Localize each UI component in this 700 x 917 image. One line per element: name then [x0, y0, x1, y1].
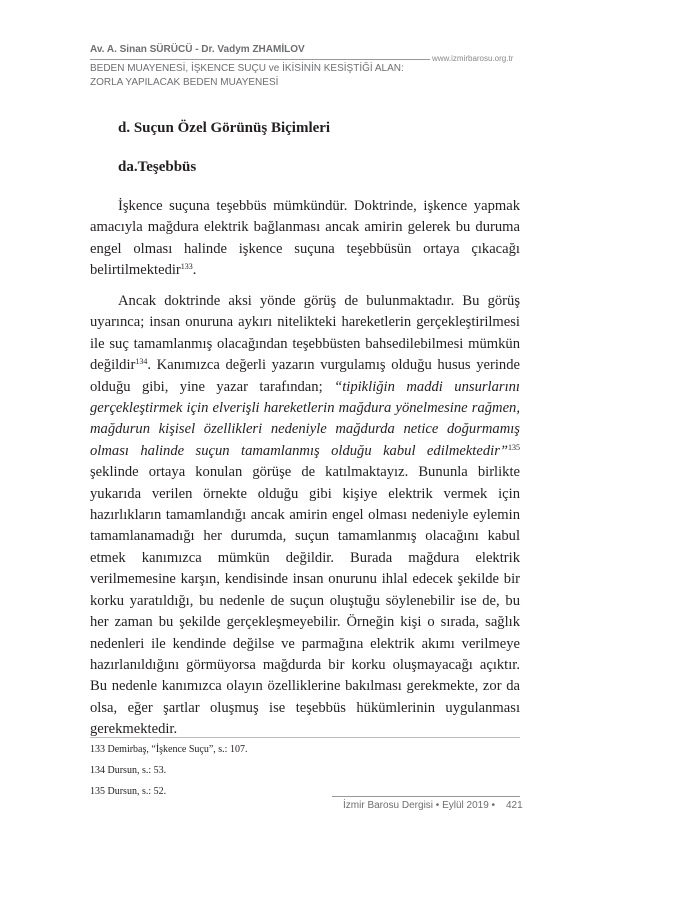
header-title-line-2: ZORLA YAPILACAK BEDEN MUAYENESİ: [90, 77, 279, 88]
paragraph-2: [90, 291, 520, 741]
section-heading: d. Suçun Özel Görünüş Biçimleri: [118, 120, 331, 136]
footnote-text: Demirbaş, “İşkence Suçu”, s.: 107.: [107, 744, 248, 755]
footnote-ref-135[interactable]: 135: [508, 442, 520, 452]
quoted-text: “tipikliğin maddi unsurlarını gerçekleştirmek için elverişli hareketlerin mağdura yönelmesine rağmen, mağdurun kişisel özellikleri nedeniyle mağdurda netice doğurmamış olması halinde suçun tamamlanmış olduğu kabul edilmektedir”: [90, 378, 520, 459]
header-rule: [90, 59, 430, 60]
header-website[interactable]: www.izmirbarosu.org.tr: [432, 54, 514, 63]
footnote-text: Dursun, s.: 53.: [107, 765, 167, 776]
paragraph-2-text-c: şeklinde ortaya konulan görüşe de katılmaktayız. Bununla birlikte yukarıda verilen örnekte olduğu gibi kişiye elektrik vermek için hazırlıkların tamamlandığı ancak amirin engel olması nedeniyle eylemin tamamlanamadığı her durumda, suçun tamamlanmış olacağını kabul etmek kanımızca mümkün değildir. Burada mağdura elektrik verilmemesine karşın, kendisinde insan onurunu ihlal edecek şekilde bir korku yaratıldığı, bu nedenle de suçun oluştuğu söylenebilir ise de, bu her zaman bu şekilde gerçekleşmeyebilir. Örneğin kişi o sırada, sağlık nedenleri ile kendinde değilse ve parmağına elektrik akımı verilmeye hazırlanıldığını görmüyorsa mağdurda bir korku oluşmayacağı açıktır. Bu nedenle kanımızca olayın özelliklerine bakılması gerekmekte, zor da olsa, eğer şartlar oluşmuş ise teşebbüs hükümlerinin uygulanması gerekmektedir.: [90, 464, 520, 738]
paragraph-1-text: İşkence suçuna teşebbüs mümkündür. Doktrinde, işkence yapmak amacıyla mağdura elektrik bağlanması ancak amirin gelerek bu duruma engel olması halinde işkence suçuna teşebbüsün ortaya çıkacağı belirtilmektedir: [90, 198, 520, 279]
footnote-135: [90, 786, 166, 797]
header-article-title: [90, 62, 420, 90]
paragraph-1: [90, 196, 520, 282]
footnote-number: 135: [90, 786, 105, 797]
footer-rule: [332, 796, 520, 797]
paragraph-2-text-a: Ancak doktrinde aksi yönde görüş de bulunmaktadır. Bu görüş uyarınca; insan onuruna aykırı nitelikteki hareketlerin gerçekleştirilmesi ile suç tamamlanmış olacağından teşebbüsten bahsedilebilmesi mümkün değildir: [90, 293, 520, 374]
footnote-number: 134: [90, 765, 105, 776]
footnote-134: [90, 765, 166, 776]
footnote-number: 133: [90, 744, 105, 755]
footnote-rule: [90, 737, 520, 738]
header-authors: Av. A. Sinan SÜRÜCÜ - Dr. Vadym ZHAMİLOV: [90, 44, 305, 55]
paragraph-2-text-b: . Kanımızca değerli yazarın vurgulamış olduğu husus yerinde olduğu gibi, yine yazar tarafından;: [90, 357, 520, 395]
footnote-ref-133[interactable]: 133: [180, 262, 193, 272]
footer-journal: İzmir Barosu Dergisi • Eylül 2019 •: [343, 800, 496, 811]
footnote-ref-134[interactable]: 134: [135, 357, 148, 367]
footnote-133: [90, 744, 247, 755]
subsection-heading: da.Teşebbüs: [118, 159, 197, 175]
footnote-text: Dursun, s.: 52.: [107, 786, 167, 797]
paragraph-1-end: .: [192, 262, 197, 279]
header-title-line-1: BEDEN MUAYENESİ, İŞKENCE SUÇU ve İKİSİNİN KESİŞTİĞİ ALAN:: [90, 63, 404, 74]
page-number: 421: [506, 800, 523, 811]
